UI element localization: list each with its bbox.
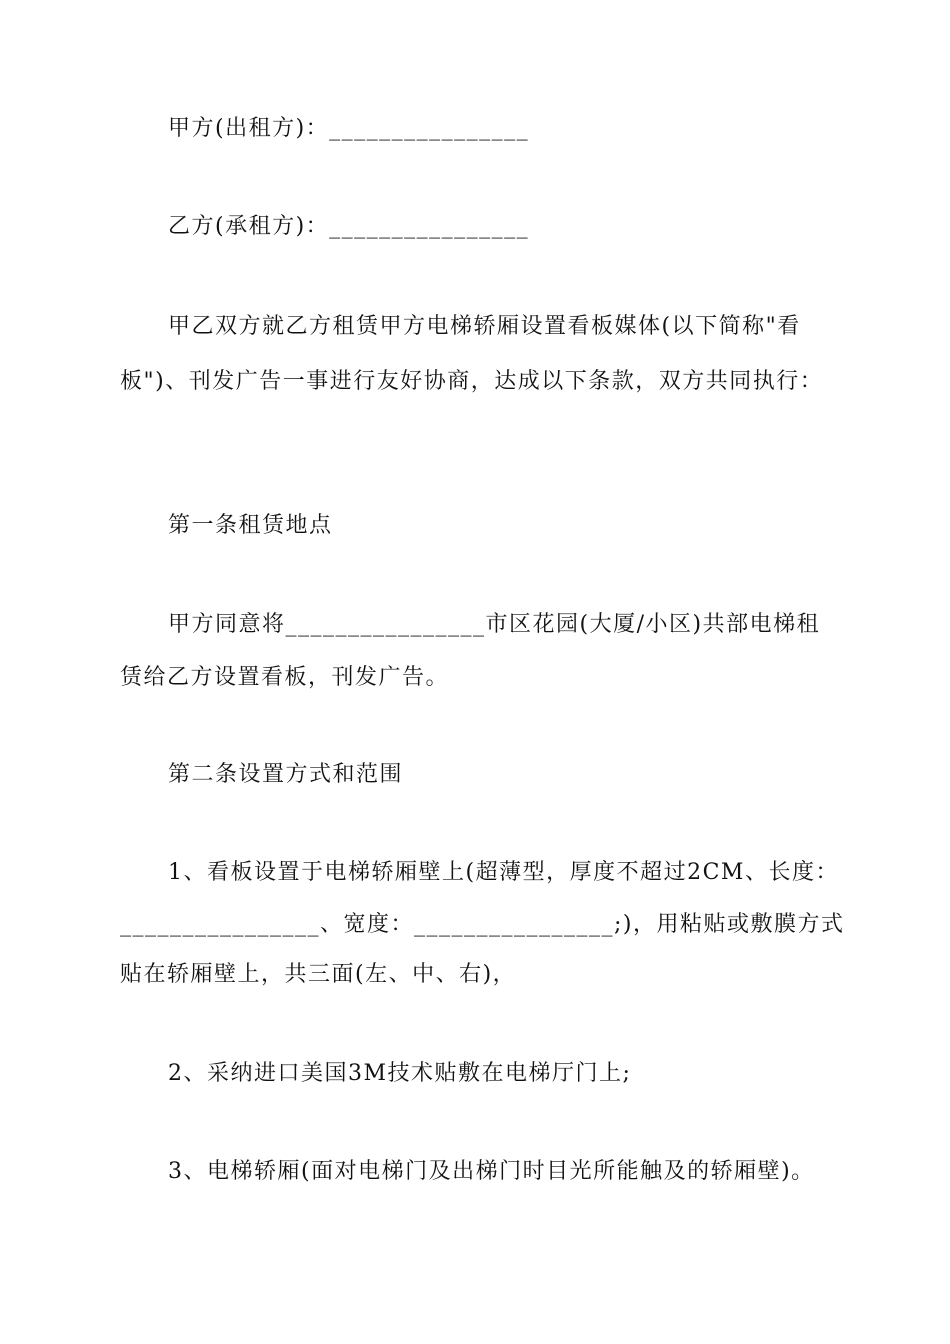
article-2-title: 第二条设置方式和范围 (168, 762, 404, 787)
intro-paragraph-line-1: 甲乙双方就乙方租赁甲方电梯轿厢设置看板媒体(以下简称"看 (168, 314, 801, 339)
article-1-title: 第一条租赁地点 (168, 513, 333, 538)
item-3-line: 3、电梯轿厢(面对电梯门及出梯门时目光所能触及的轿厢壁)。 (168, 1159, 815, 1184)
party-b-line: 乙方(承租方)：________________ (168, 214, 530, 239)
party-a-line: 甲方(出租方)：________________ (168, 116, 530, 141)
item-2-line: 2、采纳进口美国3M技术贴敷在电梯厅门上; (168, 1061, 632, 1086)
article-1-line-1: 甲方同意将________________市区花园(大厦/小区)共部电梯租 (168, 612, 821, 637)
article-1-line-2: 赁给乙方设置看板，刊发广告。 (120, 665, 450, 690)
intro-paragraph-line-2: 板")、刊发广告一事进行友好协商，达成以下条款，双方共同执行： (120, 369, 824, 394)
item-1-line-2: ________________、宽度：________________;)，用粘贴或敷膜方式 (120, 912, 845, 937)
item-1-line-3: 贴在轿厢壁上，共三面(左、中、右)， (120, 962, 517, 987)
item-1-line-1: 1、看板设置于电梯轿厢壁上(超薄型，厚度不超过2CM、长度： (168, 860, 839, 885)
